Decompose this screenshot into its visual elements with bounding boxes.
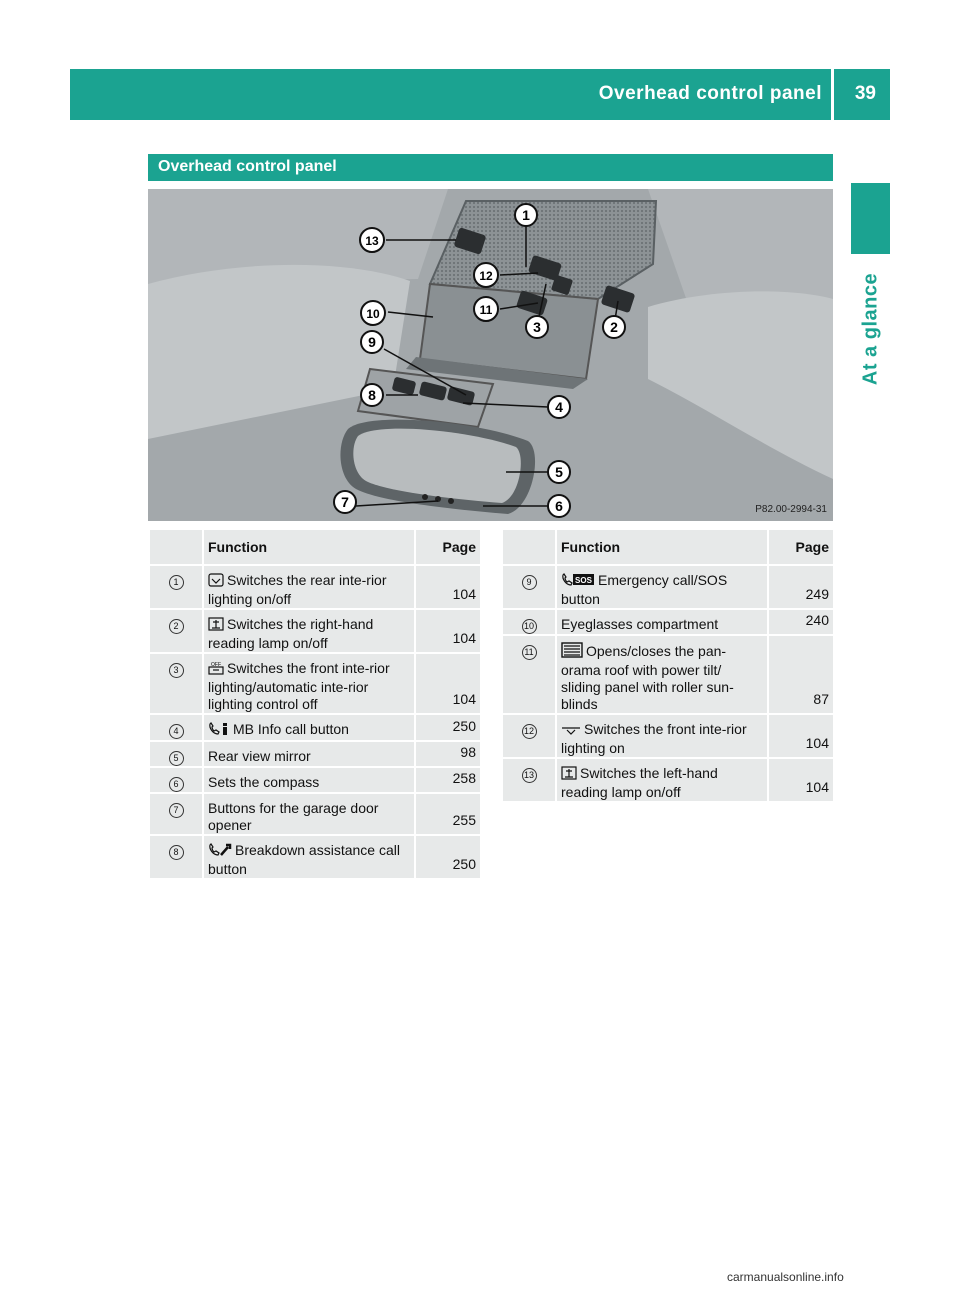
row-page: 98 (415, 741, 481, 767)
callout-number: 4 (169, 724, 184, 739)
phone-info-icon (208, 722, 230, 740)
table-header-row (149, 529, 481, 565)
svg-text:6: 6 (555, 498, 563, 514)
svg-text:10: 10 (366, 307, 380, 321)
function-table-right (501, 528, 835, 803)
row-function (203, 741, 415, 767)
svg-text:1: 1 (522, 207, 530, 223)
column-function: Function (203, 529, 415, 565)
row-function-text: Switches the left-hand reading lamp on/off (561, 765, 718, 800)
sunroof-icon (561, 642, 583, 662)
row-function-text: Rear view mirror (208, 748, 311, 764)
reading-lamp-icon (208, 617, 224, 635)
row-function (203, 565, 415, 609)
callout-5 (548, 461, 570, 483)
section-header (148, 154, 833, 181)
front-interior-light-icon (561, 723, 581, 740)
svg-text:9: 9 (368, 334, 376, 350)
row-number (149, 714, 203, 741)
svg-text:13: 13 (365, 234, 379, 248)
header-title: Overhead control panel (598, 83, 822, 104)
svg-text:4: 4 (555, 399, 563, 415)
callout-8 (361, 384, 383, 406)
row-number (149, 741, 203, 767)
callout-number: 9 (522, 575, 537, 590)
callout-number: 12 (522, 724, 537, 739)
header-divider (831, 69, 834, 120)
row-function (203, 653, 415, 714)
row-function-text: Buttons for the garage door opener (208, 800, 379, 833)
callout-number: 1 (169, 575, 184, 590)
callout-11 (474, 297, 498, 321)
row-function (556, 635, 768, 714)
svg-text:8: 8 (368, 387, 376, 403)
row-function-text: Opens/closes the pan-orama roof with power tilt/ sliding panel with roller sun-blinds (561, 643, 734, 712)
row-page: 249 (768, 565, 834, 609)
callout-number: 8 (169, 845, 184, 860)
row-function-text: Switches the front inte-rior lighting/automatic inte-rior lighting control off (208, 660, 390, 712)
row-function-text: Switches the right-hand reading lamp on/off (208, 616, 374, 651)
row-page: 104 (768, 714, 834, 758)
table-row (502, 565, 834, 609)
overhead-panel-figure (148, 189, 833, 521)
row-function (556, 758, 768, 802)
column-page: Page (415, 529, 481, 565)
row-number (502, 565, 556, 609)
row-function-text: MB Info call button (233, 721, 349, 737)
column-function: Function (556, 529, 768, 565)
callout-number: 11 (522, 645, 537, 660)
row-page: 87 (768, 635, 834, 714)
callout-number: 3 (169, 663, 184, 678)
interior-light-off-icon (208, 661, 224, 679)
svg-text:2: 2 (610, 319, 618, 335)
svg-text:11: 11 (479, 303, 493, 317)
row-number (149, 609, 203, 653)
callout-number: 13 (522, 768, 537, 783)
row-function (203, 609, 415, 653)
row-number (502, 635, 556, 714)
table-row (502, 635, 834, 714)
row-page: 250 (415, 714, 481, 741)
table-row (149, 793, 481, 835)
chapter-label-text: At a glance (859, 272, 881, 386)
callout-number: 5 (169, 751, 184, 766)
table-row (149, 653, 481, 714)
table-row (149, 714, 481, 741)
row-function (556, 565, 768, 609)
phone-wrench-icon (208, 843, 232, 861)
callout-13 (360, 228, 384, 252)
reading-lamp-icon (561, 766, 577, 784)
section-title: Overhead control panel (158, 158, 337, 175)
svg-text:3: 3 (533, 319, 541, 335)
svg-text:OFF: OFF (211, 662, 221, 668)
row-function-text: Breakdown assistance call button (208, 842, 400, 877)
callout-6 (548, 495, 570, 517)
row-page: 255 (415, 793, 481, 835)
table-row (502, 609, 834, 635)
callout-4 (548, 396, 570, 418)
chapter-tab (851, 183, 890, 254)
row-page: 104 (768, 758, 834, 802)
row-number (149, 653, 203, 714)
figure-code: P82.00-2994-31 (755, 504, 827, 515)
table-row (149, 767, 481, 793)
table-header-row (502, 529, 834, 565)
chapter-label (851, 254, 890, 404)
row-function (203, 714, 415, 741)
callout-number: 6 (169, 777, 184, 792)
callout-9 (361, 331, 383, 353)
callout-12 (474, 263, 498, 287)
row-function-text: Switches the rear inte-rior lighting on/off (208, 572, 387, 607)
footer-watermark: carmanualsonline.info (727, 1270, 844, 1284)
callout-7 (334, 491, 356, 513)
callout-1 (515, 204, 537, 226)
phone-sos-icon (561, 573, 595, 591)
callout-number: 10 (522, 619, 537, 634)
callout-2 (603, 316, 625, 338)
svg-text:7: 7 (341, 494, 349, 510)
row-number (149, 835, 203, 879)
callout-10 (361, 301, 385, 325)
table-row (502, 714, 834, 758)
overhead-panel-illustration (148, 189, 833, 521)
column-page: Page (768, 529, 834, 565)
callout-3 (526, 316, 548, 338)
row-number (502, 609, 556, 635)
row-page: 258 (415, 767, 481, 793)
row-function (203, 793, 415, 835)
row-function (556, 714, 768, 758)
svg-text:5: 5 (555, 464, 563, 480)
svg-text:SOS: SOS (575, 576, 592, 585)
svg-text:12: 12 (479, 269, 493, 283)
row-page: 104 (415, 565, 481, 609)
callout-number: 2 (169, 619, 184, 634)
callout-number: 7 (169, 803, 184, 818)
table-row (149, 609, 481, 653)
page-header (70, 69, 890, 120)
row-page: 240 (768, 609, 834, 635)
table-row (149, 835, 481, 879)
row-function (203, 767, 415, 793)
row-function-text: Sets the compass (208, 774, 320, 790)
row-function (556, 609, 768, 635)
row-number (149, 793, 203, 835)
page-number: 39 (854, 83, 876, 104)
row-page: 250 (415, 835, 481, 879)
row-number (502, 758, 556, 802)
row-page: 104 (415, 653, 481, 714)
rear-interior-light-icon (208, 573, 224, 591)
row-page: 104 (415, 609, 481, 653)
row-number (502, 714, 556, 758)
table-row (149, 741, 481, 767)
row-number (149, 565, 203, 609)
row-function-text: Eyeglasses compartment (561, 616, 719, 632)
row-function-text: Switches the front inte-rior lighting on (561, 721, 747, 756)
row-function-text: Emergency call/SOS button (561, 572, 728, 607)
row-number (149, 767, 203, 793)
row-function (203, 835, 415, 879)
table-row (149, 565, 481, 609)
table-row (502, 758, 834, 802)
function-table-left (148, 528, 482, 880)
